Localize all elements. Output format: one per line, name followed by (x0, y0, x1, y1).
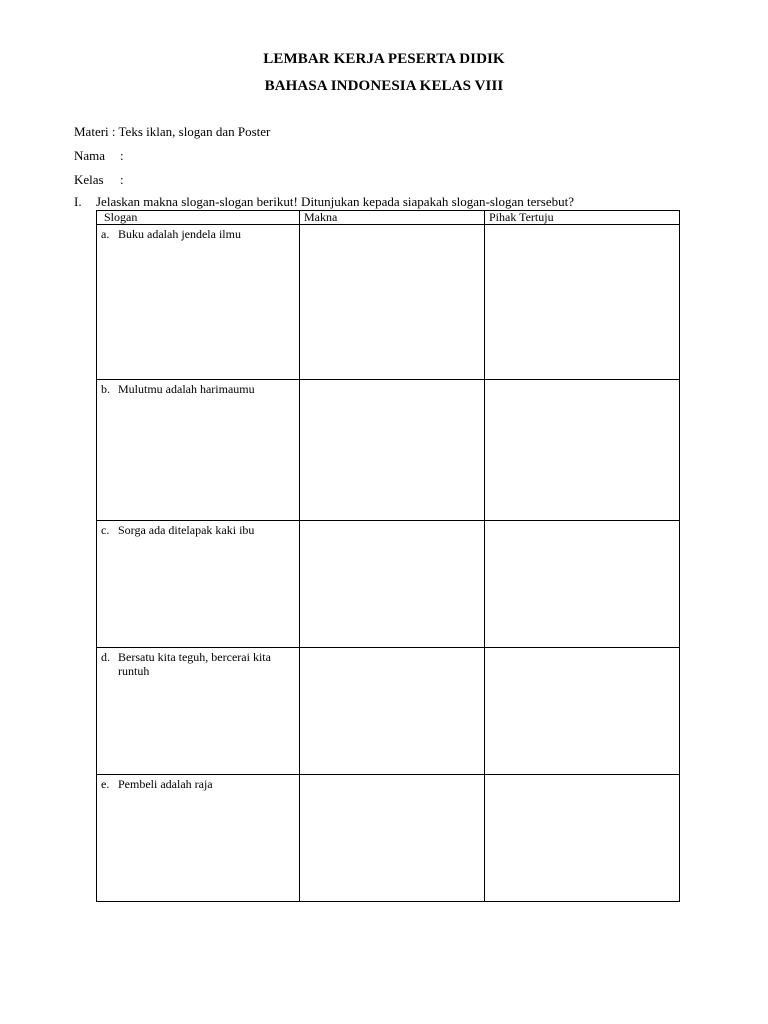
slogan-cell (97, 225, 300, 380)
pihak-answer-cell[interactable] (485, 521, 680, 648)
slogan-text: Buku adalah jendela ilmu (118, 227, 241, 241)
slogan-letter: b. (101, 382, 110, 396)
slogan-cell (97, 380, 300, 521)
slogan-cell (97, 775, 300, 902)
nama-label: Nama (74, 148, 106, 163)
nama-field (74, 148, 124, 164)
slogan-text: Sorga ada ditelapak kaki ibu (118, 523, 255, 537)
pihak-answer-cell[interactable] (485, 225, 680, 380)
makna-answer-cell[interactable] (300, 521, 485, 648)
kelas-label: Kelas (74, 172, 104, 187)
question-text: Jelaskan makna slogan-slogan berikut! Ditunjukan kepada siapakah slogan-slogan tersebut? (96, 194, 574, 209)
kelas-separator: : (120, 172, 124, 187)
nama-separator: : (120, 148, 124, 163)
table-row (97, 380, 680, 521)
slogan-text: Mulutmu adalah harimaumu (118, 382, 255, 396)
table-row (97, 648, 680, 775)
pihak-answer-cell[interactable] (485, 648, 680, 775)
pihak-answer-cell[interactable] (485, 380, 680, 521)
header-pihak-tertuju: Pihak Tertuju (485, 211, 680, 225)
header-slogan: Slogan (97, 211, 300, 225)
slogan-cell (97, 521, 300, 648)
table-row (97, 225, 680, 380)
slogan-letter: e. (101, 777, 110, 791)
makna-answer-cell[interactable] (300, 380, 485, 521)
pihak-answer-cell[interactable] (485, 775, 680, 902)
makna-answer-cell[interactable] (300, 225, 485, 380)
header-makna: Makna (300, 211, 485, 225)
slogan-text: Bersatu kita teguh, bercerai kita runtuh (118, 650, 271, 678)
slogan-letter: d. (101, 650, 110, 664)
slogan-letter: c. (101, 523, 110, 537)
table-row (97, 775, 680, 902)
makna-answer-cell[interactable] (300, 648, 485, 775)
question-instruction (74, 194, 574, 210)
table-row (97, 521, 680, 648)
question-number: I. (74, 194, 82, 209)
slogan-table (96, 210, 680, 902)
table-header-row (97, 211, 680, 225)
makna-answer-cell[interactable] (300, 775, 485, 902)
worksheet-subtitle: BAHASA INDONESIA KELAS VIII (264, 78, 504, 94)
kelas-field (74, 172, 124, 188)
slogan-cell (97, 648, 300, 775)
slogan-letter: a. (101, 227, 110, 241)
worksheet-title: LEMBAR KERJA PESERTA DIDIK (263, 51, 505, 67)
materi-field: Materi : Teks iklan, slogan dan Poster (74, 124, 271, 139)
slogan-text: Pembeli adalah raja (118, 777, 213, 791)
